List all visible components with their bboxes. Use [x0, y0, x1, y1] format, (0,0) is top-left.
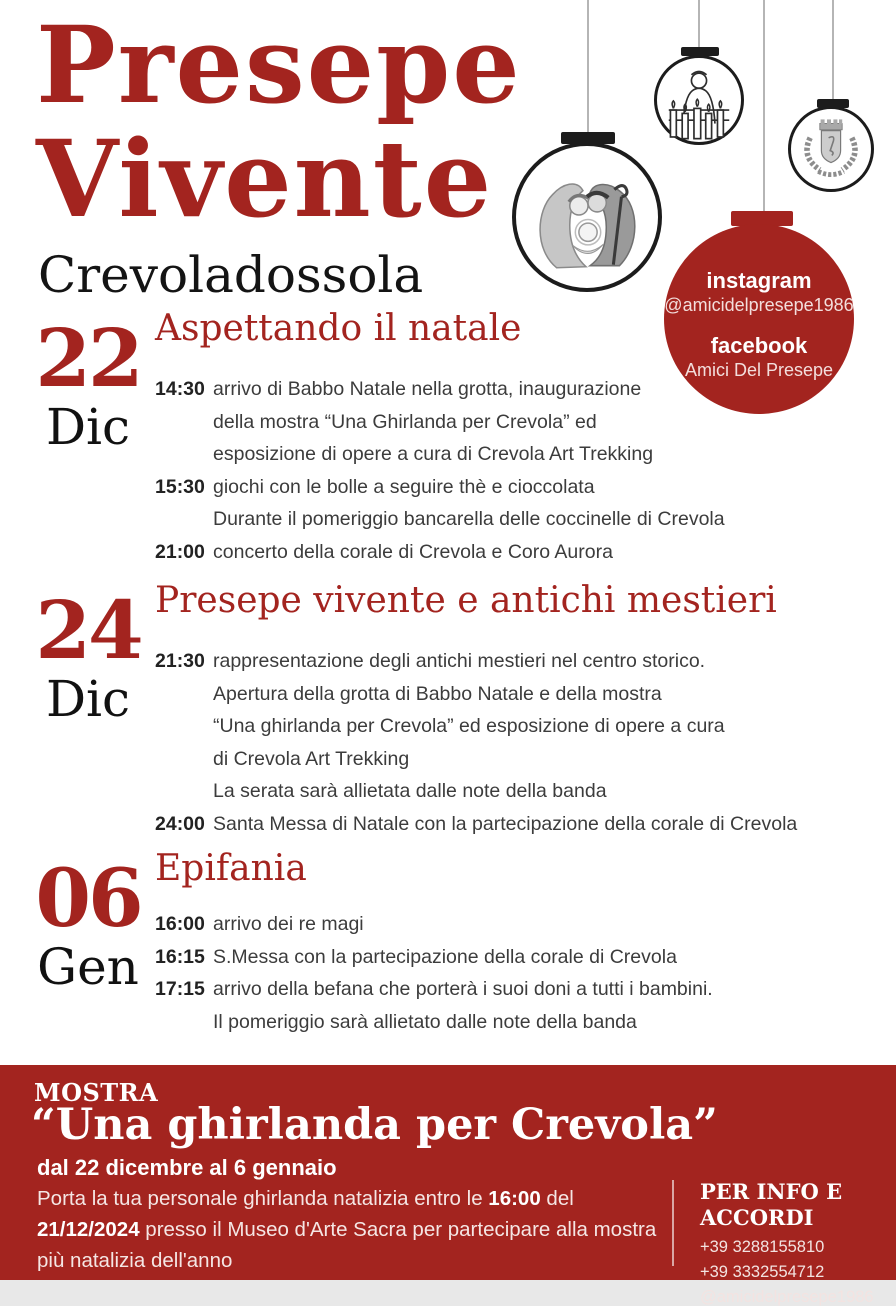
- deadline-time: 16:00: [488, 1187, 541, 1210]
- event-text-line: Apertura della grotta di Babbo Natale e della mostra: [213, 682, 662, 705]
- poster-title-line2: Vivente: [36, 116, 494, 241]
- event-row: [155, 973, 866, 1038]
- crest-ornament: [788, 106, 874, 192]
- event-time: 21:00: [155, 540, 205, 563]
- event-text-line: giochi con le bolle a seguire thè e cioccolata: [213, 475, 595, 498]
- footer-divider: [672, 1180, 674, 1266]
- month-label: Gen: [37, 938, 139, 996]
- event-row: [155, 808, 866, 841]
- event-row: [155, 908, 866, 941]
- instagram-handle: @amicidelpresepe1986: [664, 295, 854, 315]
- poster-title-line1: Presepe: [36, 2, 522, 127]
- nativity-scene-illustration: [516, 146, 658, 288]
- event-row: [155, 941, 866, 974]
- event-row: [155, 536, 866, 569]
- figure-with-candles-illustration: [657, 58, 741, 142]
- exhibition-title: “Una ghirlanda per Crevola”: [31, 1100, 718, 1150]
- event-text-line: della mostra “Una Ghirlanda per Crevola” ed: [213, 410, 597, 433]
- day-number: 22: [35, 311, 141, 405]
- contact-info-block: [700, 1179, 885, 1306]
- contact-info-title: PER INFO E ACCORDI: [700, 1179, 843, 1230]
- event-time: 24:00: [155, 812, 205, 835]
- event-text-line: La serata sarà allietata dalle note della banda: [213, 780, 607, 803]
- ornament-string: [587, 0, 589, 134]
- nativity-ornament: [512, 142, 662, 292]
- town-coat-of-arms-illustration: [791, 109, 871, 189]
- event-text-line: S.Messa con la partecipazione della corale di Crevola: [213, 945, 677, 968]
- event-text-line: esposizione di opere a cura di Crevola Art Trekking: [213, 443, 654, 466]
- event-text-line: Santa Messa di Natale con la partecipazione della corale di Crevola: [213, 812, 798, 835]
- month-label: Dic: [45, 398, 131, 456]
- exhibition-dates: dal 22 dicembre al 6 gennaio: [37, 1155, 337, 1180]
- description-line: 21/12/2024 presso il Museo d'Arte Sacra per partecipare alla mostra: [37, 1218, 657, 1241]
- deadline-date: 21/12/2024: [37, 1218, 140, 1241]
- ornament-string: [698, 0, 700, 49]
- event-row: [155, 645, 866, 808]
- event-text-line: arrivo di Babbo Natale nella grotta, inaugurazione: [213, 378, 642, 400]
- event-text-line: rappresentazione degli antichi mestieri nel centro storico.: [213, 650, 706, 672]
- day-number: 06: [35, 851, 141, 945]
- exhibition-description: [37, 1183, 667, 1276]
- month-label: Dic: [45, 670, 131, 728]
- section-title: Aspettando il natale: [155, 308, 522, 349]
- event-text-line: arrivo dei re magi: [213, 913, 364, 935]
- section-title: Epifania: [155, 848, 307, 889]
- facebook-label: facebook: [710, 333, 808, 358]
- section-title: Presepe vivente e antichi mestieri: [155, 580, 777, 621]
- event-time: 16:15: [155, 945, 205, 968]
- advent-ornament: [654, 55, 744, 145]
- event-text-line: di Crevola Art Trekking: [213, 747, 410, 770]
- event-time: 14:30: [155, 378, 205, 400]
- event-text-line: Durante il pomeriggio bancarella delle coccinelle di Crevola: [213, 508, 725, 531]
- event-row: [155, 373, 866, 471]
- event-text-line: concerto della corale di Crevola e Coro Aurora: [213, 540, 613, 563]
- ornament-string: [832, 0, 834, 101]
- event-text-line: Il pomeriggio sarà allietato dalle note della banda: [213, 1010, 637, 1033]
- day-number: 24: [35, 583, 141, 677]
- instagram-label: instagram: [706, 268, 812, 293]
- event-text-line: “Una ghirlanda per Crevola” ed esposizione di opere a cura: [213, 715, 725, 738]
- event-time: 16:00: [155, 913, 205, 935]
- description-line: più natalizia dell'anno: [37, 1249, 233, 1272]
- description-line: Porta la tua personale ghirlanda natalizia entro le 16:00 del: [37, 1187, 574, 1210]
- facebook-handle: Amici Del Presepe: [684, 360, 834, 380]
- footer-kicker: MOSTRA: [34, 1078, 159, 1107]
- event-text-line: arrivo della befana che porterà i suoi doni a tutti i bambini.: [213, 978, 713, 1001]
- instagram-handle: @amicidelpresepe1986: [700, 1288, 874, 1306]
- event-time: 17:15: [155, 978, 205, 1001]
- event-time: 15:30: [155, 475, 205, 498]
- phone-number: +39 3332554712: [700, 1263, 825, 1281]
- phone-number: +39 3288155810: [700, 1238, 825, 1256]
- event-time: 21:30: [155, 650, 205, 672]
- exhibition-footer: [0, 1065, 896, 1306]
- event-row: [155, 471, 866, 536]
- poster-subtitle: Crevoladossola: [38, 246, 424, 304]
- ornament-string: [763, 0, 765, 213]
